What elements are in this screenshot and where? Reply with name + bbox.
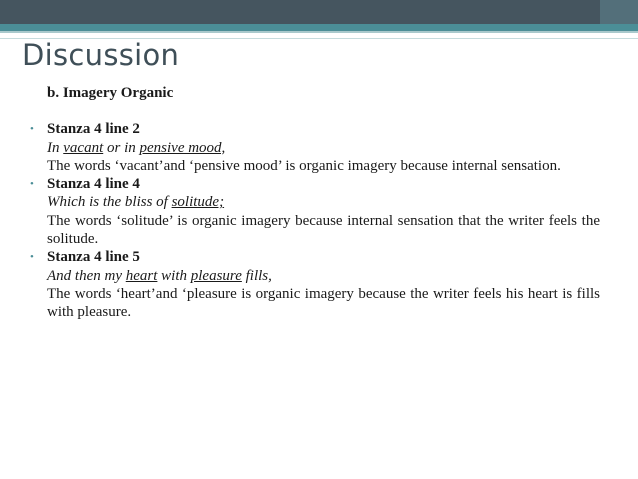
bullet-icon: • — [30, 251, 34, 264]
entry-3 — [30, 248, 600, 321]
entry-2 — [30, 175, 600, 248]
bullet-icon: • — [30, 123, 34, 136]
header-band — [0, 0, 638, 24]
entry-quote: In vacant or in pensive mood, — [47, 139, 226, 156]
slide-title: Discussion — [22, 38, 180, 72]
entry-heading: • Stanza 4 line 2 — [30, 121, 140, 138]
header-bar-light — [0, 31, 638, 33]
entry-quote: Which is the bliss of solitude; — [47, 194, 225, 211]
header-bar-accent — [600, 0, 638, 24]
header-bar-teal — [0, 24, 638, 31]
header-bar-dark — [0, 0, 638, 24]
entry-heading: • Stanza 4 line 4 — [30, 176, 140, 193]
entry-explanation: The words ‘vacant’and ‘pensive mood’ is organic imagery because internal sensation. — [47, 157, 561, 174]
subtitle: b. Imagery Organic — [47, 85, 174, 101]
bullet-icon: • — [30, 178, 34, 191]
slide-content — [30, 84, 600, 322]
entry-quote: And then my heart with pleasure fills, — [47, 267, 272, 284]
entry-explanation: The words ‘heart’and ‘pleasure is organic imagery because the writer feels his heart is fills with pleasure. — [47, 285, 600, 321]
entry-explanation: The words ‘solitude’ is organic imagery because internal sensation that the writer feels the solitude. — [47, 212, 600, 248]
entry-heading: • Stanza 4 line 5 — [30, 249, 140, 266]
entry-1 — [30, 120, 600, 175]
